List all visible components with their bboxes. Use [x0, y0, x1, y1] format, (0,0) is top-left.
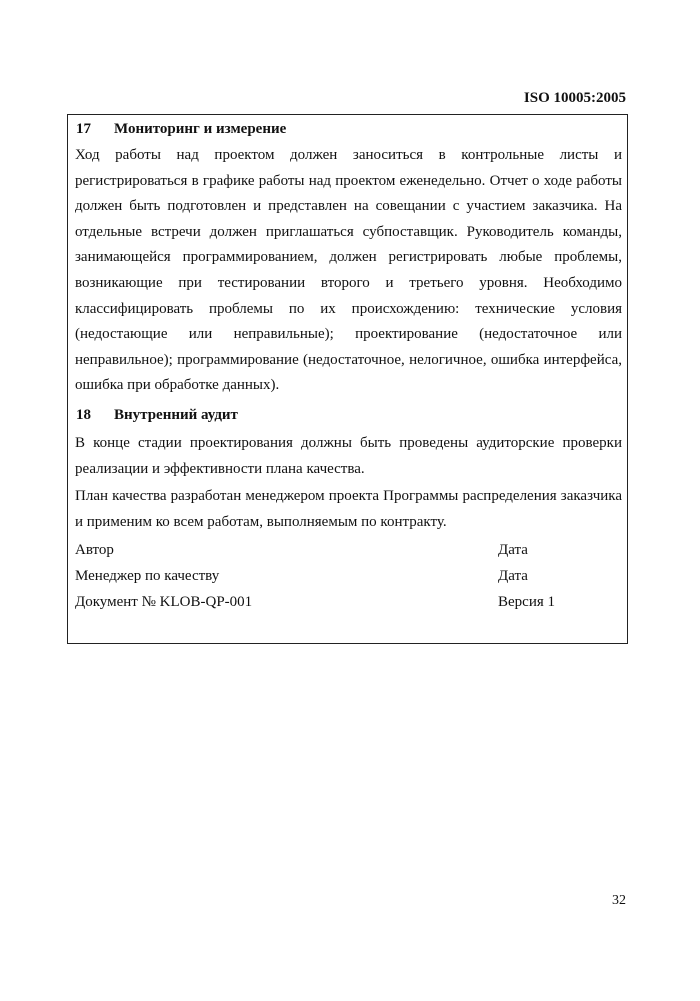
page-number: 32 [612, 893, 626, 908]
section-17-heading [76, 118, 286, 140]
section-18-paragraph-2: План качества разработан менеджером проекта Программы распределения заказчика и применим ко всем работам, выполняемым по контракту. [75, 488, 622, 530]
signature-date-label: Дата [498, 568, 528, 584]
signature-label: Менеджер по качеству [75, 568, 220, 584]
document-version: Версия 1 [498, 594, 555, 610]
signature-label: Автор [75, 542, 114, 558]
document-frame [67, 114, 628, 644]
document-code: ISO 10005:2005 [523, 90, 626, 106]
section-18-paragraph-1: В конце стадии проектирования должны быть проведены аудиторские проверки реализации и эффективности плана качества. [75, 435, 622, 477]
section-title: Внутренний аудит [114, 407, 238, 423]
section-number: 17 [76, 121, 91, 137]
signature-date-label: Дата [498, 542, 528, 558]
section-18-heading [76, 404, 238, 426]
section-17-paragraph: Ход работы над проектом должен заноситься в контрольные листы и регистрироваться в графике работы над проектом еженедельно. Отчет о ходе работы должен быть подготовлен и представлен на совещании с участием заказчика. На отдельные встречи должен приглашаться субпоставщик. Руководитель команды, занимающейся программированием, должен регистрировать любые проблемы, возникающие при тестировании второго и третьего уровня. Необходимо классифицировать проблемы по их происхождению: технические условия (недостающие или неправильные); проектирование (недостаточное или неправильное); программирование (недостаточное, нелогичное, ошибка интерфейса, ошибка при обработке данных). [75, 147, 622, 394]
section-title: Мониторинг и измерение [114, 121, 287, 137]
section-number: 18 [76, 407, 91, 423]
document-number: Документ № KLOB-QP-001 [75, 594, 253, 610]
